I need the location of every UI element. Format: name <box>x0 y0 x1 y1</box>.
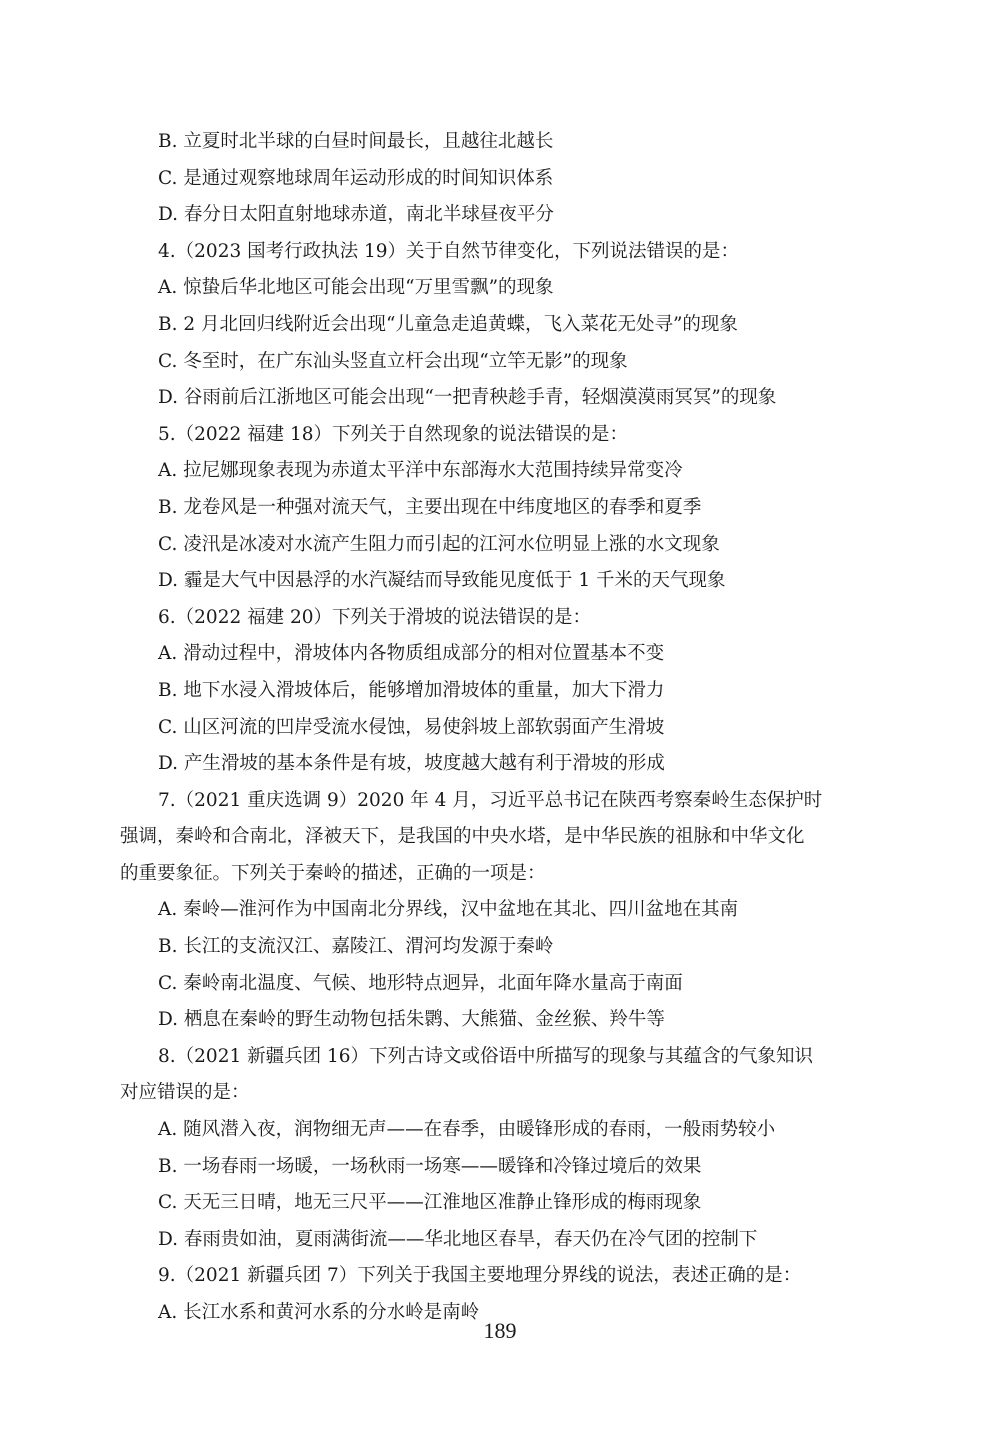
page-content <box>120 124 865 1332</box>
q5-option-d: D. 霾是大气中因悬浮的水汽凝结而导致能见度低于 1 千米的天气现象 <box>158 570 726 592</box>
q7-option-d: D. 栖息在秦岭的野生动物包括朱鹮、大熊猫、金丝猴、羚牛等 <box>158 1009 665 1031</box>
q7-stem-line-2: 强调，秦岭和合南北，泽被天下，是我国的中央水塔，是中华民族的祖脉和中华文化 <box>120 826 805 848</box>
q8-stem-line-1: 8.（2021 新疆兵团 16）下列古诗文或俗语中所描写的现象与其蕴含的气象知识 <box>158 1045 814 1067</box>
q7-option-c: C. 秦岭南北温度、气候、地形特点迥异，北面年降水量高于南面 <box>158 972 683 994</box>
q7-option-a: A. 秦岭—淮河作为中国南北分界线，汉中盆地在其北、四川盆地在其南 <box>158 899 739 921</box>
q4-option-c: C. 冬至时，在广东汕头竖直立杆会出现“立竿无影”的现象 <box>158 350 628 372</box>
q8-option-d: D. 春雨贵如油，夏雨满街流——华北地区春旱，春天仍在冷气团的控制下 <box>158 1228 758 1250</box>
q9-stem: 9.（2021 新疆兵团 7）下列关于我国主要地理分界线的说法，表述正确的是： <box>158 1265 802 1287</box>
q8-option-c: C. 天无三日晴，地无三尺平——江淮地区准静止锋形成的梅雨现象 <box>158 1192 702 1214</box>
q9-option-a: A. 长江水系和黄河水系的分水岭是南岭 <box>158 1302 480 1323</box>
q8-option-a: A. 随风潜入夜，润物细无声——在春季，由暖锋形成的春雨，一般雨势较小 <box>158 1119 776 1141</box>
q6-stem: 6.（2022 福建 20）下列关于滑坡的说法错误的是： <box>158 606 592 628</box>
q5-option-c: C. 凌汛是冰凌对水流产生阻力而引起的江河水位明显上涨的水文现象 <box>158 533 720 555</box>
q7-option-b: B. 长江的支流汉江、嘉陵江、渭河均发源于秦岭 <box>158 936 554 958</box>
q8-option-b: B. 一场春雨一场暖，一场秋雨一场寒——暖锋和冷锋过境后的效果 <box>158 1155 702 1177</box>
q3-option-b: B. 立夏时北半球的白昼时间最长，且越往北越长 <box>158 131 554 152</box>
q5-option-a: A. 拉尼娜现象表现为赤道太平洋中东部海水大范围持续异常变冷 <box>158 460 683 482</box>
q7-stem-line-1: 7.（2021 重庆选调 9）2020 年 4 月，习近平总书记在陕西考察秦岭生态保护时 <box>158 789 823 811</box>
q6-option-a: A. 滑动过程中，滑坡体内各物质组成部分的相对位置基本不变 <box>158 643 665 665</box>
q4-option-d: D. 谷雨前后江浙地区可能会出现“一把青秧趁手青，轻烟漠漠雨冥冥”的现象 <box>158 387 777 409</box>
q6-option-b: B. 地下水浸入滑坡体后，能够增加滑坡体的重量，加大下滑力 <box>158 679 665 701</box>
q3-option-d: D. 春分日太阳直射地球赤道，南北半球昼夜平分 <box>158 204 554 226</box>
page-number: 189 <box>483 1318 517 1343</box>
q6-option-c: C. 山区河流的凹岸受流水侵蚀，易使斜坡上部软弱面产生滑坡 <box>158 716 665 738</box>
q3-option-c: C. 是通过观察地球周年运动形成的时间知识体系 <box>158 167 554 189</box>
q4-stem: 4.（2023 国考行政执法 19）关于自然节律变化，下列说法错误的是： <box>158 240 740 262</box>
q4-option-a: A. 惊蛰后华北地区可能会出现“万里雪飘”的现象 <box>158 277 554 299</box>
q8-stem-line-2: 对应错误的是： <box>120 1082 250 1104</box>
q5-stem: 5.（2022 福建 18）下列关于自然现象的说法错误的是： <box>158 423 629 445</box>
q4-option-b: B. 2 月北回归线附近会出现“儿童急走追黄蝶，飞入菜花无处寻”的现象 <box>158 313 738 335</box>
q6-option-d: D. 产生滑坡的基本条件是有坡，坡度越大越有利于滑坡的形成 <box>158 753 665 775</box>
q5-option-b: B. 龙卷风是一种强对流天气，主要出现在中纬度地区的春季和夏季 <box>158 496 702 518</box>
q7-stem-line-3: 的重要象征。下列关于秦岭的描述，正确的一项是： <box>120 862 546 884</box>
